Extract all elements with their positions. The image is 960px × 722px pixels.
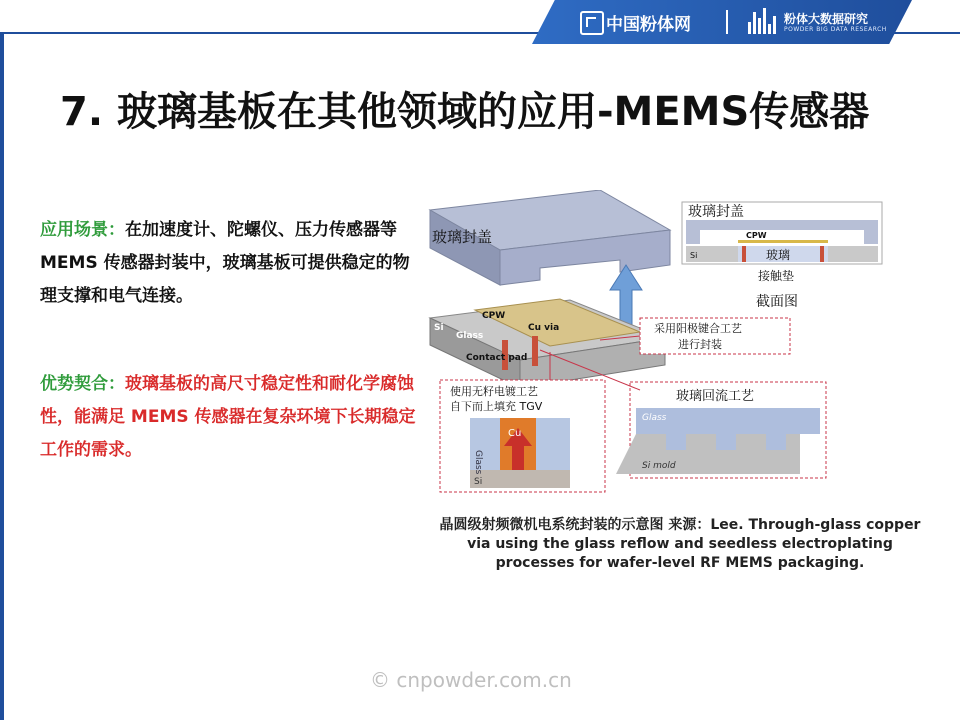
cross-section: [682, 202, 882, 310]
section-pad-label: 接触垫: [758, 269, 795, 283]
application-text: 在加速度计、陀螺仪、压力传感器等 MEMS 传感器封装中，玻璃基板可提供稳定的物理支撑和电气连接。: [40, 220, 410, 306]
tgv-si-label: Si: [474, 477, 483, 487]
reflow-mold-label: Si mold: [642, 461, 676, 471]
page-title: 7. 玻璃基板在其他领域的应用-MEMS传感器: [60, 89, 870, 135]
advantage-paragraph: [40, 368, 420, 467]
advantage-label: 优势契合：: [40, 374, 125, 394]
glass-cap-label: 玻璃封盖: [432, 228, 493, 246]
substrate-cuvia-label: Cu via: [528, 323, 560, 333]
anodic-line1: 采用阳极键合工艺: [654, 322, 742, 335]
tgv-line1: 使用无籽电镀工艺: [450, 385, 538, 398]
brand-name: 中国粉体网: [606, 15, 691, 35]
section-si-label: Si: [690, 251, 698, 260]
brand2-name: 粉体大数据研究: [784, 12, 869, 26]
anodic-bonding-callout: [640, 318, 790, 354]
reflow-glass-label: Glass: [642, 413, 667, 423]
anodic-line2: 进行封装: [678, 338, 722, 351]
application-paragraph: [40, 214, 420, 313]
tgv-glass-label: Glass: [473, 450, 483, 475]
brand-separator: [726, 10, 728, 34]
section-cpw-label: CPW: [746, 231, 767, 240]
substrate-glass-label: Glass: [456, 331, 484, 341]
reflow-callout: [616, 382, 826, 478]
application-label: 应用场景：: [40, 220, 125, 240]
slide-frame-left-bar: [0, 32, 4, 720]
brand2-subtitle: POWDER BIG DATA RESEARCH: [784, 26, 887, 33]
mems-package-figure: [420, 190, 940, 500]
substrate-cpw-label: CPW: [482, 311, 506, 321]
watermark: © cnpowder.com.cn: [370, 668, 572, 692]
reflow-title: 玻璃回流工艺: [676, 389, 755, 404]
tgv-cu-label: Cu: [508, 428, 522, 439]
advantage-text: 玻璃基板的高尺寸稳定性和耐化学腐蚀性，能满足 MEMS 传感器在复杂环境下长期稳定工作的需求。: [40, 374, 416, 460]
bigdata-logo-icon: [748, 8, 776, 34]
contact-pad-label: Contact pad: [466, 353, 528, 363]
section-cap-label: 玻璃封盖: [688, 204, 744, 220]
section-title: 截面图: [756, 294, 798, 310]
substrate-si-label: Si: [434, 323, 444, 333]
cnpowder-logo-icon: [580, 11, 604, 35]
section-glass-label: 玻璃: [766, 248, 791, 262]
tgv-callout: [440, 380, 605, 492]
glass-cap-3d: [430, 190, 670, 285]
tgv-line2: 自下而上填充 TGV: [450, 400, 543, 413]
figure-caption: 晶圆级射频微机电系统封装的示意图 来源：Lee. Through-glass copper via using the glass reflow and seedless electroplating processes for wafer-level RF MEMS packaging.: [439, 517, 921, 571]
